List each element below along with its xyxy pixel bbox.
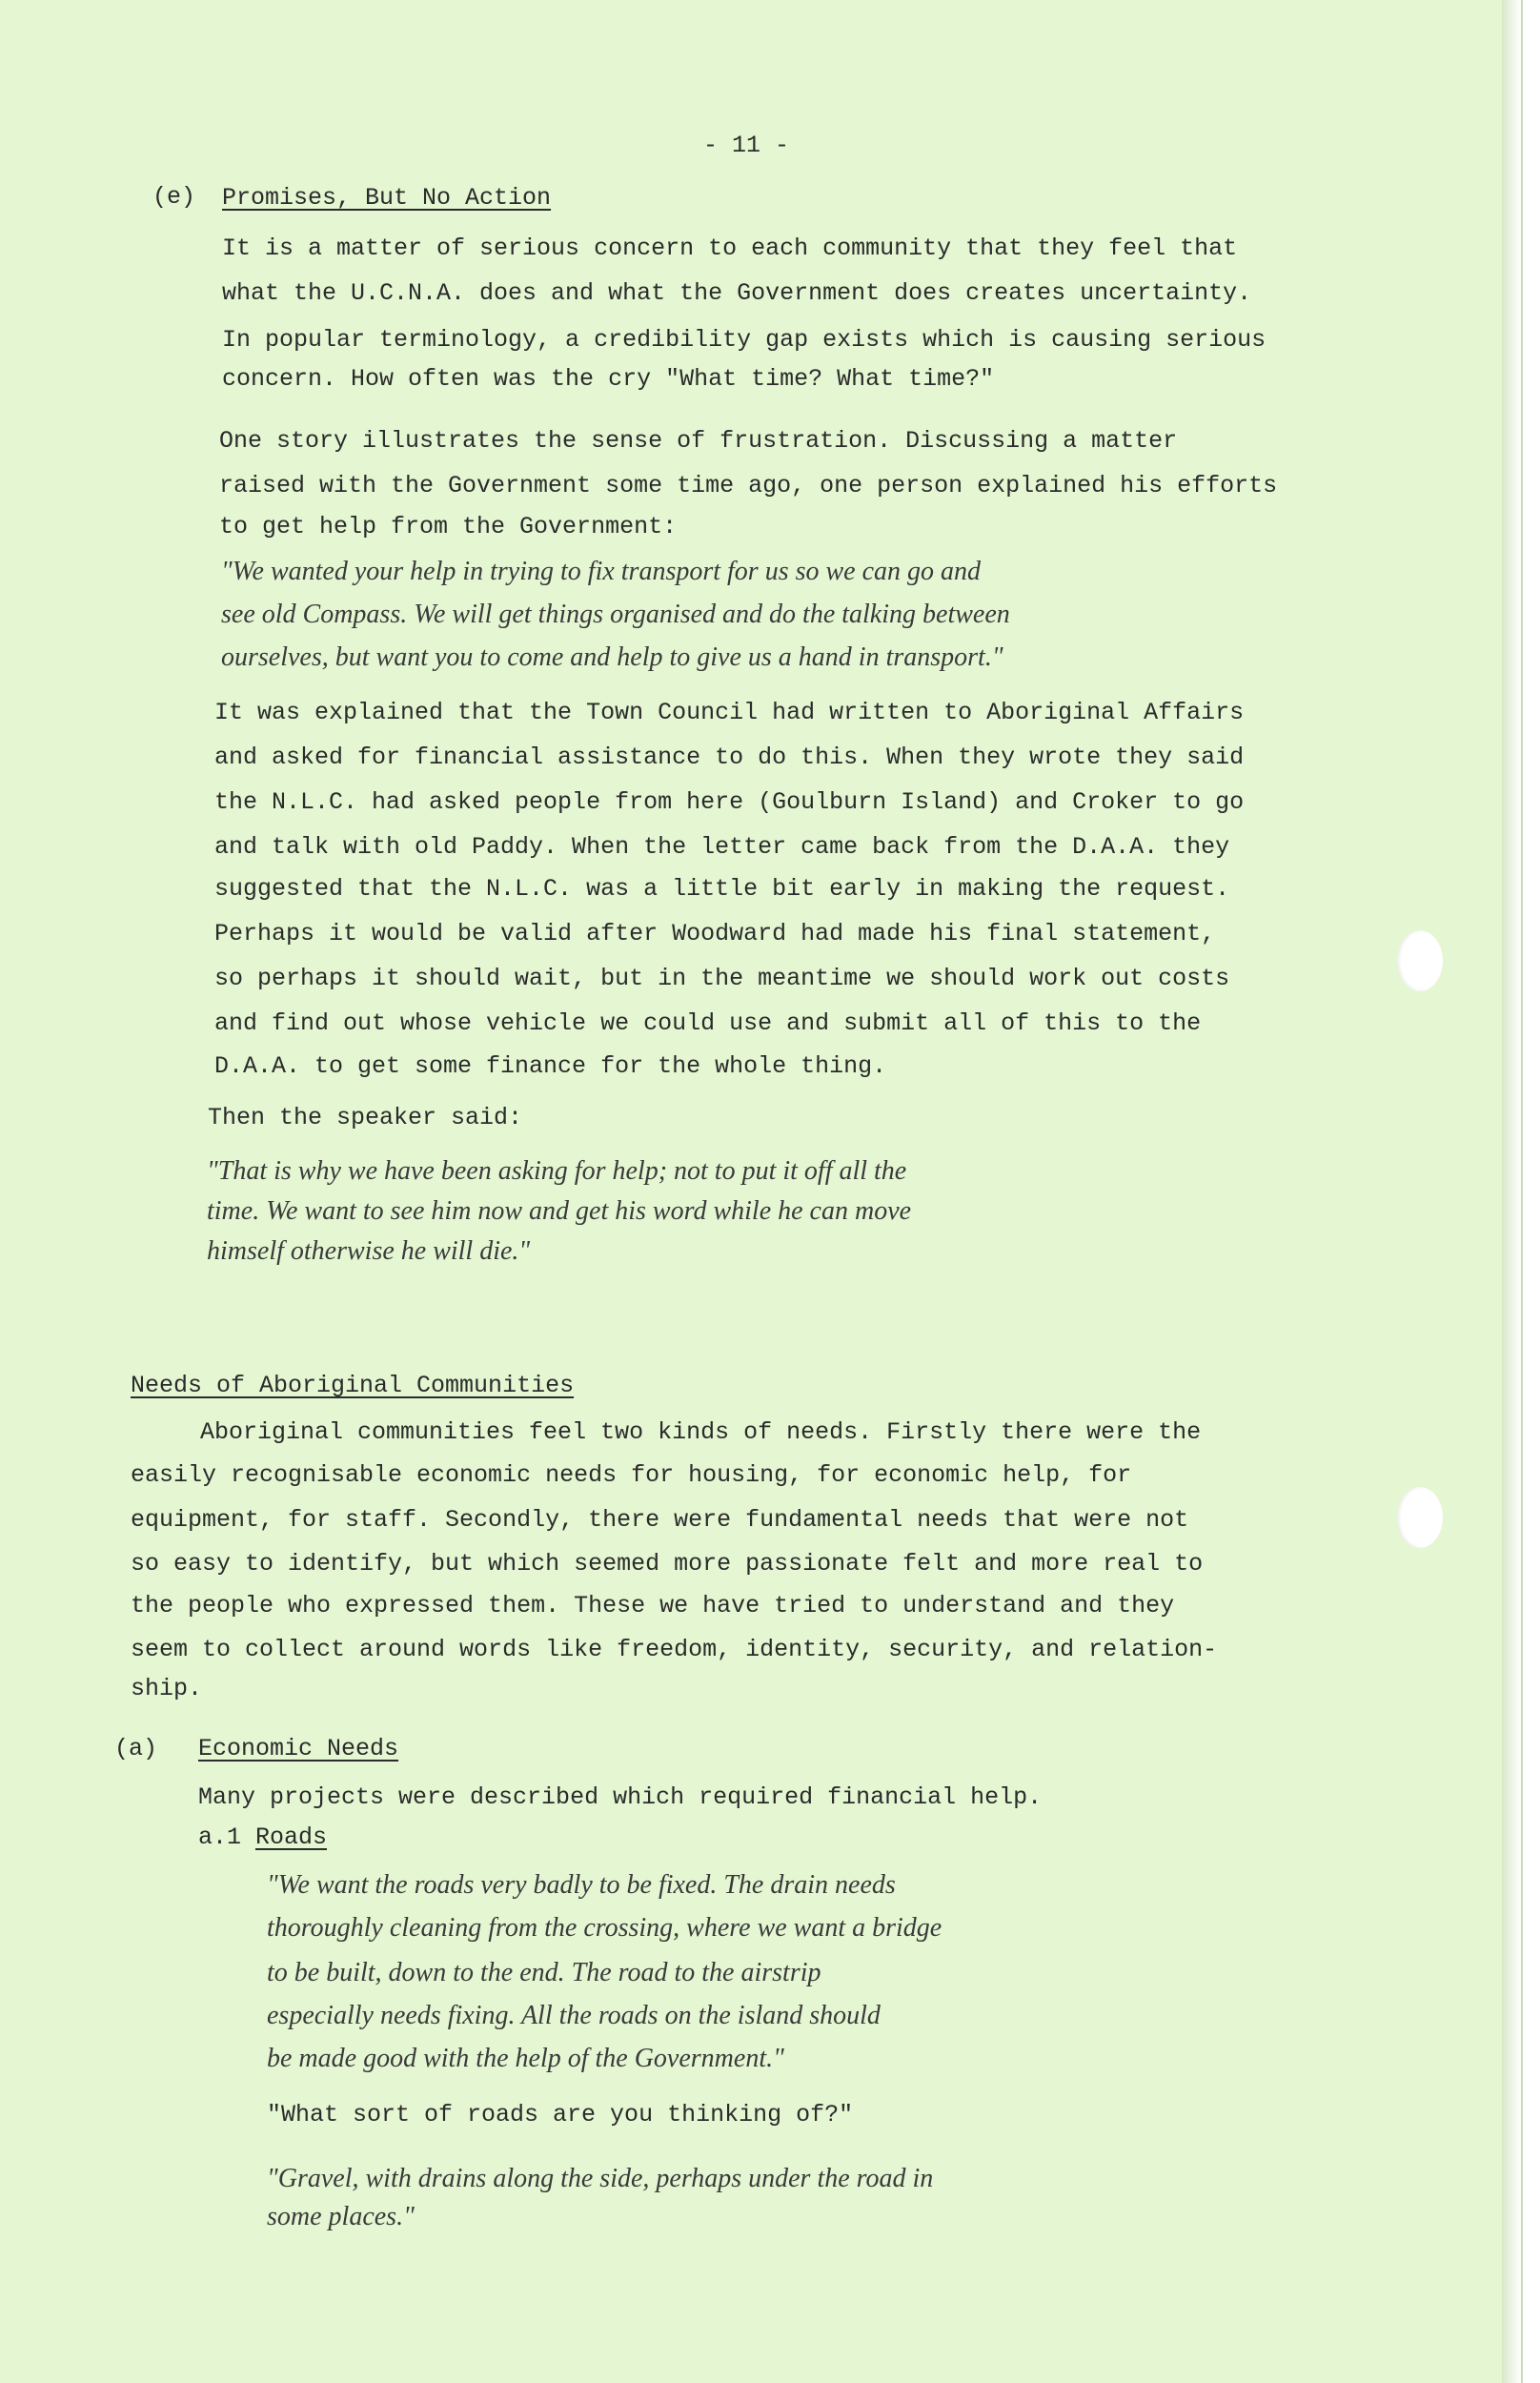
quote-line: to be built, down to the end. The road to the airstrip <box>267 1958 821 1987</box>
paragraph-line: and talk with old Paddy. When the letter came back from the D.A.A. they <box>214 833 1230 861</box>
paragraph-line: One story illustrates the sense of frustration. Discussing a matter <box>219 427 1178 455</box>
paragraph-line: Many projects were described which required financial help. <box>198 1783 1043 1811</box>
punch-hole <box>1397 930 1443 991</box>
page-number: - 11 - <box>703 132 790 159</box>
subsection-label: a.1 <box>198 1823 242 1851</box>
section-a-heading: Economic Needs <box>198 1735 399 1762</box>
quote-line: "We want the roads very badly to be fixed. The drain needs <box>267 1870 896 1900</box>
paragraph-line: easily recognisable economic needs for housing, for economic help, for <box>131 1461 1132 1489</box>
quote-line: time. We want to see him now and get his word while he can move <box>207 1196 912 1226</box>
quote-line: see old Compass. We will get things organised and do the talking between <box>221 600 1010 629</box>
quote-line: himself otherwise he will die." <box>207 1236 531 1266</box>
section-a-label: (a) <box>114 1735 158 1762</box>
section-e-label: (e) <box>152 183 196 211</box>
quote-line: "Gravel, with drains along the side, perhaps under the road in <box>267 2164 934 2193</box>
quote-line: "We wanted your help in trying to fix transport for us so we can go and <box>221 557 982 586</box>
paragraph-line: concern. How often was the cry "What time? What time?" <box>222 365 995 393</box>
quote-line: be made good with the help of the Government." <box>267 2044 784 2073</box>
paragraph-line: what the U.C.N.A. does and what the Government does creates uncertainty. <box>222 279 1252 307</box>
needs-heading: Needs of Aboriginal Communities <box>131 1372 575 1399</box>
quote-line: some places." <box>267 2202 415 2231</box>
paragraph-line: In popular terminology, a credibility gap exists which is causing serious <box>222 326 1266 354</box>
section-e-heading: Promises, But No Action <box>222 184 552 212</box>
paragraph-line: and asked for financial assistance to do this. When they wrote they said <box>214 743 1245 771</box>
punch-hole <box>1397 1487 1443 1548</box>
quote-line: ourselves, but want you to come and help to give us a hand in transport." <box>221 642 1003 672</box>
quote-line: "That is why we have been asking for help; not to put it off all the <box>207 1156 907 1186</box>
paragraph-line: the N.L.C. had asked people from here (Goulburn Island) and Croker to go <box>214 788 1245 816</box>
page-edge-shadow <box>1502 0 1521 2383</box>
subsection-heading: Roads <box>255 1823 328 1851</box>
paragraph-line: ship. <box>131 1675 203 1702</box>
paragraph-line: Then the speaker said: <box>208 1104 523 1131</box>
paragraph-line: so easy to identify, but which seemed more passionate felt and more real to <box>131 1550 1204 1578</box>
paragraph-line: D.A.A. to get some finance for the whole thing. <box>214 1052 887 1080</box>
paragraph-line: suggested that the N.L.C. was a little bit early in making the request. <box>214 875 1230 903</box>
paragraph-line: seem to collect around words like freedom, identity, security, and relation- <box>131 1636 1218 1663</box>
paragraph-line: It was explained that the Town Council had written to Aboriginal Affairs <box>214 699 1245 726</box>
paragraph-line: to get help from the Government: <box>219 513 678 540</box>
paragraph-line: the people who expressed them. These we have tried to understand and they <box>131 1592 1175 1619</box>
quote-line: especially needs fixing. All the roads on the island should <box>267 2001 881 2030</box>
paragraph-line: and find out whose vehicle we could use and submit all of this to the <box>214 1009 1202 1037</box>
paragraph-line: Perhaps it would be valid after Woodward had made his final statement, <box>214 920 1216 947</box>
paragraph-line: Aboriginal communities feel two kinds of needs. Firstly there were the <box>200 1418 1202 1446</box>
quote-line: thoroughly cleaning from the crossing, where we want a bridge <box>267 1913 942 1943</box>
paragraph-line: equipment, for staff. Secondly, there were fundamental needs that were not <box>131 1506 1189 1534</box>
question-line: "What sort of roads are you thinking of?" <box>267 2101 854 2128</box>
paragraph-line: so perhaps it should wait, but in the meantime we should work out costs <box>214 965 1230 992</box>
paragraph-line: raised with the Government some time ago, one person explained his efforts <box>219 472 1278 499</box>
paragraph-line: It is a matter of serious concern to each community that they feel that <box>222 234 1238 262</box>
